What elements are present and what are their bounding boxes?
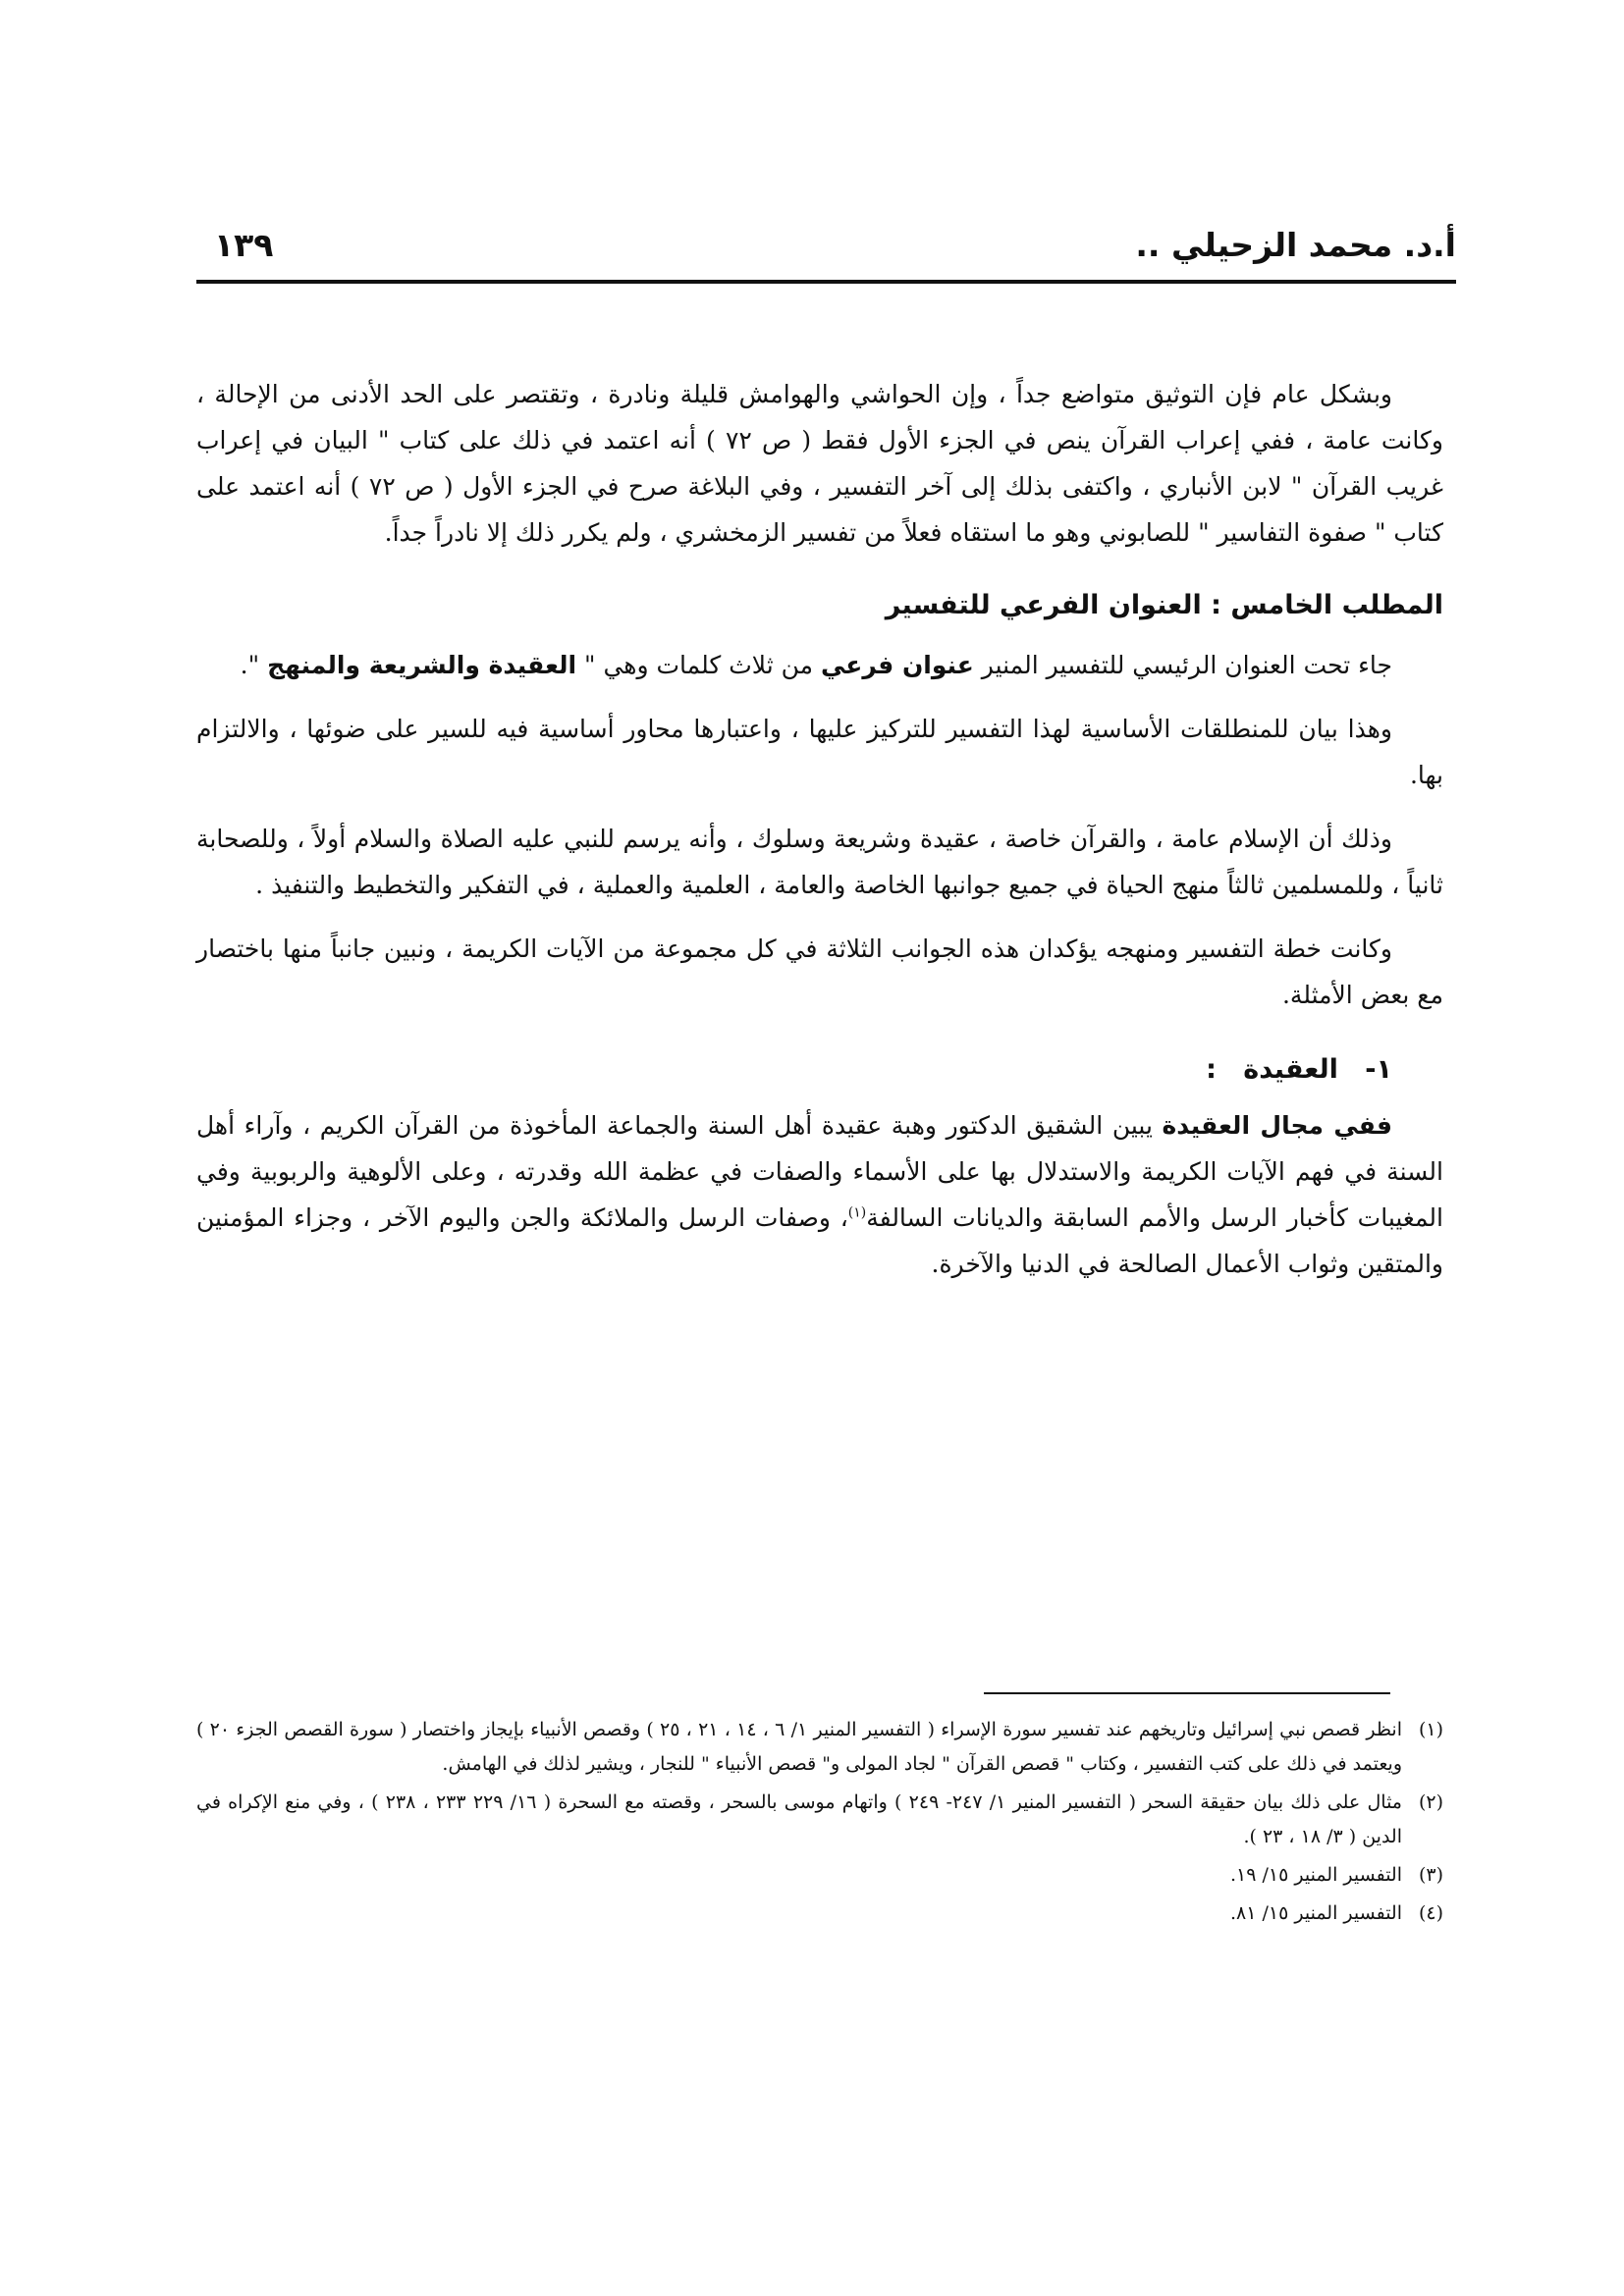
body-text	[196, 371, 1443, 1305]
page-number: ١٣٩	[214, 226, 274, 264]
running-header-author: أ.د. محمد الزحيلي ..	[1135, 226, 1456, 264]
footnote-1	[196, 1713, 1443, 1782]
section-heading: المطلب الخامس : العنوان الفرعي للتفسير	[885, 590, 1443, 620]
paragraph-documentation: وبشكل عام فإن التوثيق متواضع جداً ، وإن الحواشي والهوامش قليلة ونادرة ، وتقتصر على الحد الأدنى من الإحالة ، وكانت عامة ، ففي إعراب القرآن ينص في الجزء الأول فقط ( ص ٧٢ ) أنه اعتمد في ذلك على كتاب " البيان في إعراب غريب القرآن " لابن الأنباري ، واكتفى بذلك إلى آخر التفسير ، وفي البلاغة صرح في الجزء الأول ( ص ٧٢ ) أنه اعتمد على كتاب " صفوة التفاسير " للصابوني وهو ما استقاه فعلاً من تفسير الزمخشري ، ولم يكرر ذلك إلا نادراً جداً.	[196, 380, 1443, 547]
paragraph-islam: وذلك أن الإسلام عامة ، والقرآن خاصة ، عقيدة وشريعة وسلوك ، وأنه يرسم للنبي عليه الصلاة والسلام أولاً ، وللصحابة ثانياً ، وللمسلمين ثالثاً منهج الحياة في جميع جوانبها الخاصة والعامة ، العلمية والعملية ، في التفكير والتخطيط والتنفيذ .	[196, 825, 1443, 899]
page-header	[196, 218, 1456, 277]
footnote-3	[196, 1858, 1443, 1893]
footnote-number: (٤)	[1418, 1902, 1443, 1924]
footnote-text: التفسير المنير ١٥/ ٨١.	[1229, 1902, 1402, 1924]
footnote-text: انظر قصص نبي إسرائيل وتاريخهم عند تفسير سورة الإسراء ( التفسير المنير ١/ ٦ ، ١٤ ، ٢١ ، ٢٥ ) وقصص الأنبياء بإيجاز واختصار ( سورة القصص الجزء ٢٠ ) ويعتمد في ذلك على كتب التفسير ، وكتاب " قصص القرآن " لجاد المولى و" قصص الأنبياء " للنجار ، ويشير لذلك في الهامش.	[196, 1719, 1402, 1775]
paragraph-text: ".	[240, 651, 268, 679]
paragraph-text: جاء تحت العنوان الرئيسي للتفسير المنير	[973, 651, 1392, 679]
paragraph-foundations: وهذا بيان للمنطلقات الأساسية لهذا التفسير للتركيز عليها ، واعتبارها محاور أساسية فيه للسير على ضوئها ، والالتزام بها.	[196, 715, 1443, 789]
paragraph-text: من ثلاث كلمات وهي "	[576, 651, 821, 679]
footnote-number: (٣)	[1418, 1864, 1443, 1886]
footnotes	[196, 1713, 1443, 1935]
footnote-number: (٢)	[1418, 1791, 1443, 1813]
paragraph-text: ، وصفات الرسل والملائكة والجن واليوم الآخر ، وجزاء المؤمنين والمتقين وثواب الأعمال الصالحة في الدنيا والآخرة.	[196, 1203, 1443, 1278]
paragraph-plan: وكانت خطة التفسير ومنهجه يؤكدان هذه الجوانب الثلاثة في كل مجموعة من الآيات الكريمة ، ونبين جانباً منها باختصار مع بعض الأمثلة.	[196, 934, 1443, 1009]
footnote-text: مثال على ذلك بيان حقيقة السحر ( التفسير المنير ١/ ٢٤٧- ٢٤٩ ) واتهام موسى بالسحر ، وقصته مع السحرة ( ١٦/ ٢٢٩ ٢٣٣ ، ٢٣٨ ) ، وفي منع الإكراه في الدين ( ٣/ ١٨ ، ٢٣ ).	[196, 1791, 1402, 1847]
bold-term: ففي مجال العقيدة	[1162, 1111, 1392, 1140]
bold-term: العقيدة والشريعة والمنهج	[267, 651, 577, 679]
footnote-text: التفسير المنير ١٥/ ١٩.	[1229, 1864, 1402, 1886]
paragraph-subtitle	[196, 642, 1443, 688]
paragraph-text: يبين الشقيق الدكتور وهبة عقيدة أهل السنة والجماعة المأخوذة من القرآن الكريم ، وآراء أهل السنة في فهم الآيات الكريمة والاستدلال بها على الأسماء والصفات في عظمة الله وقدرته ، وعلى الألوهية والربوبية وفي المغيبات كأخبار الرسل والأمم السابقة والديانات السالفة	[196, 1111, 1443, 1232]
footnote-number: (١)	[1418, 1719, 1443, 1740]
subsection-heading: ١- العقيدة :	[1206, 1054, 1392, 1085]
paragraph-aqeedah	[196, 1102, 1443, 1287]
footnote-2	[196, 1786, 1443, 1854]
footnote-4	[196, 1896, 1443, 1931]
header-rule	[196, 280, 1456, 284]
footnote-separator	[984, 1692, 1390, 1694]
footnote-reference[interactable]: (١)	[847, 1204, 867, 1221]
bold-term: عنوان فرعي	[820, 651, 974, 679]
